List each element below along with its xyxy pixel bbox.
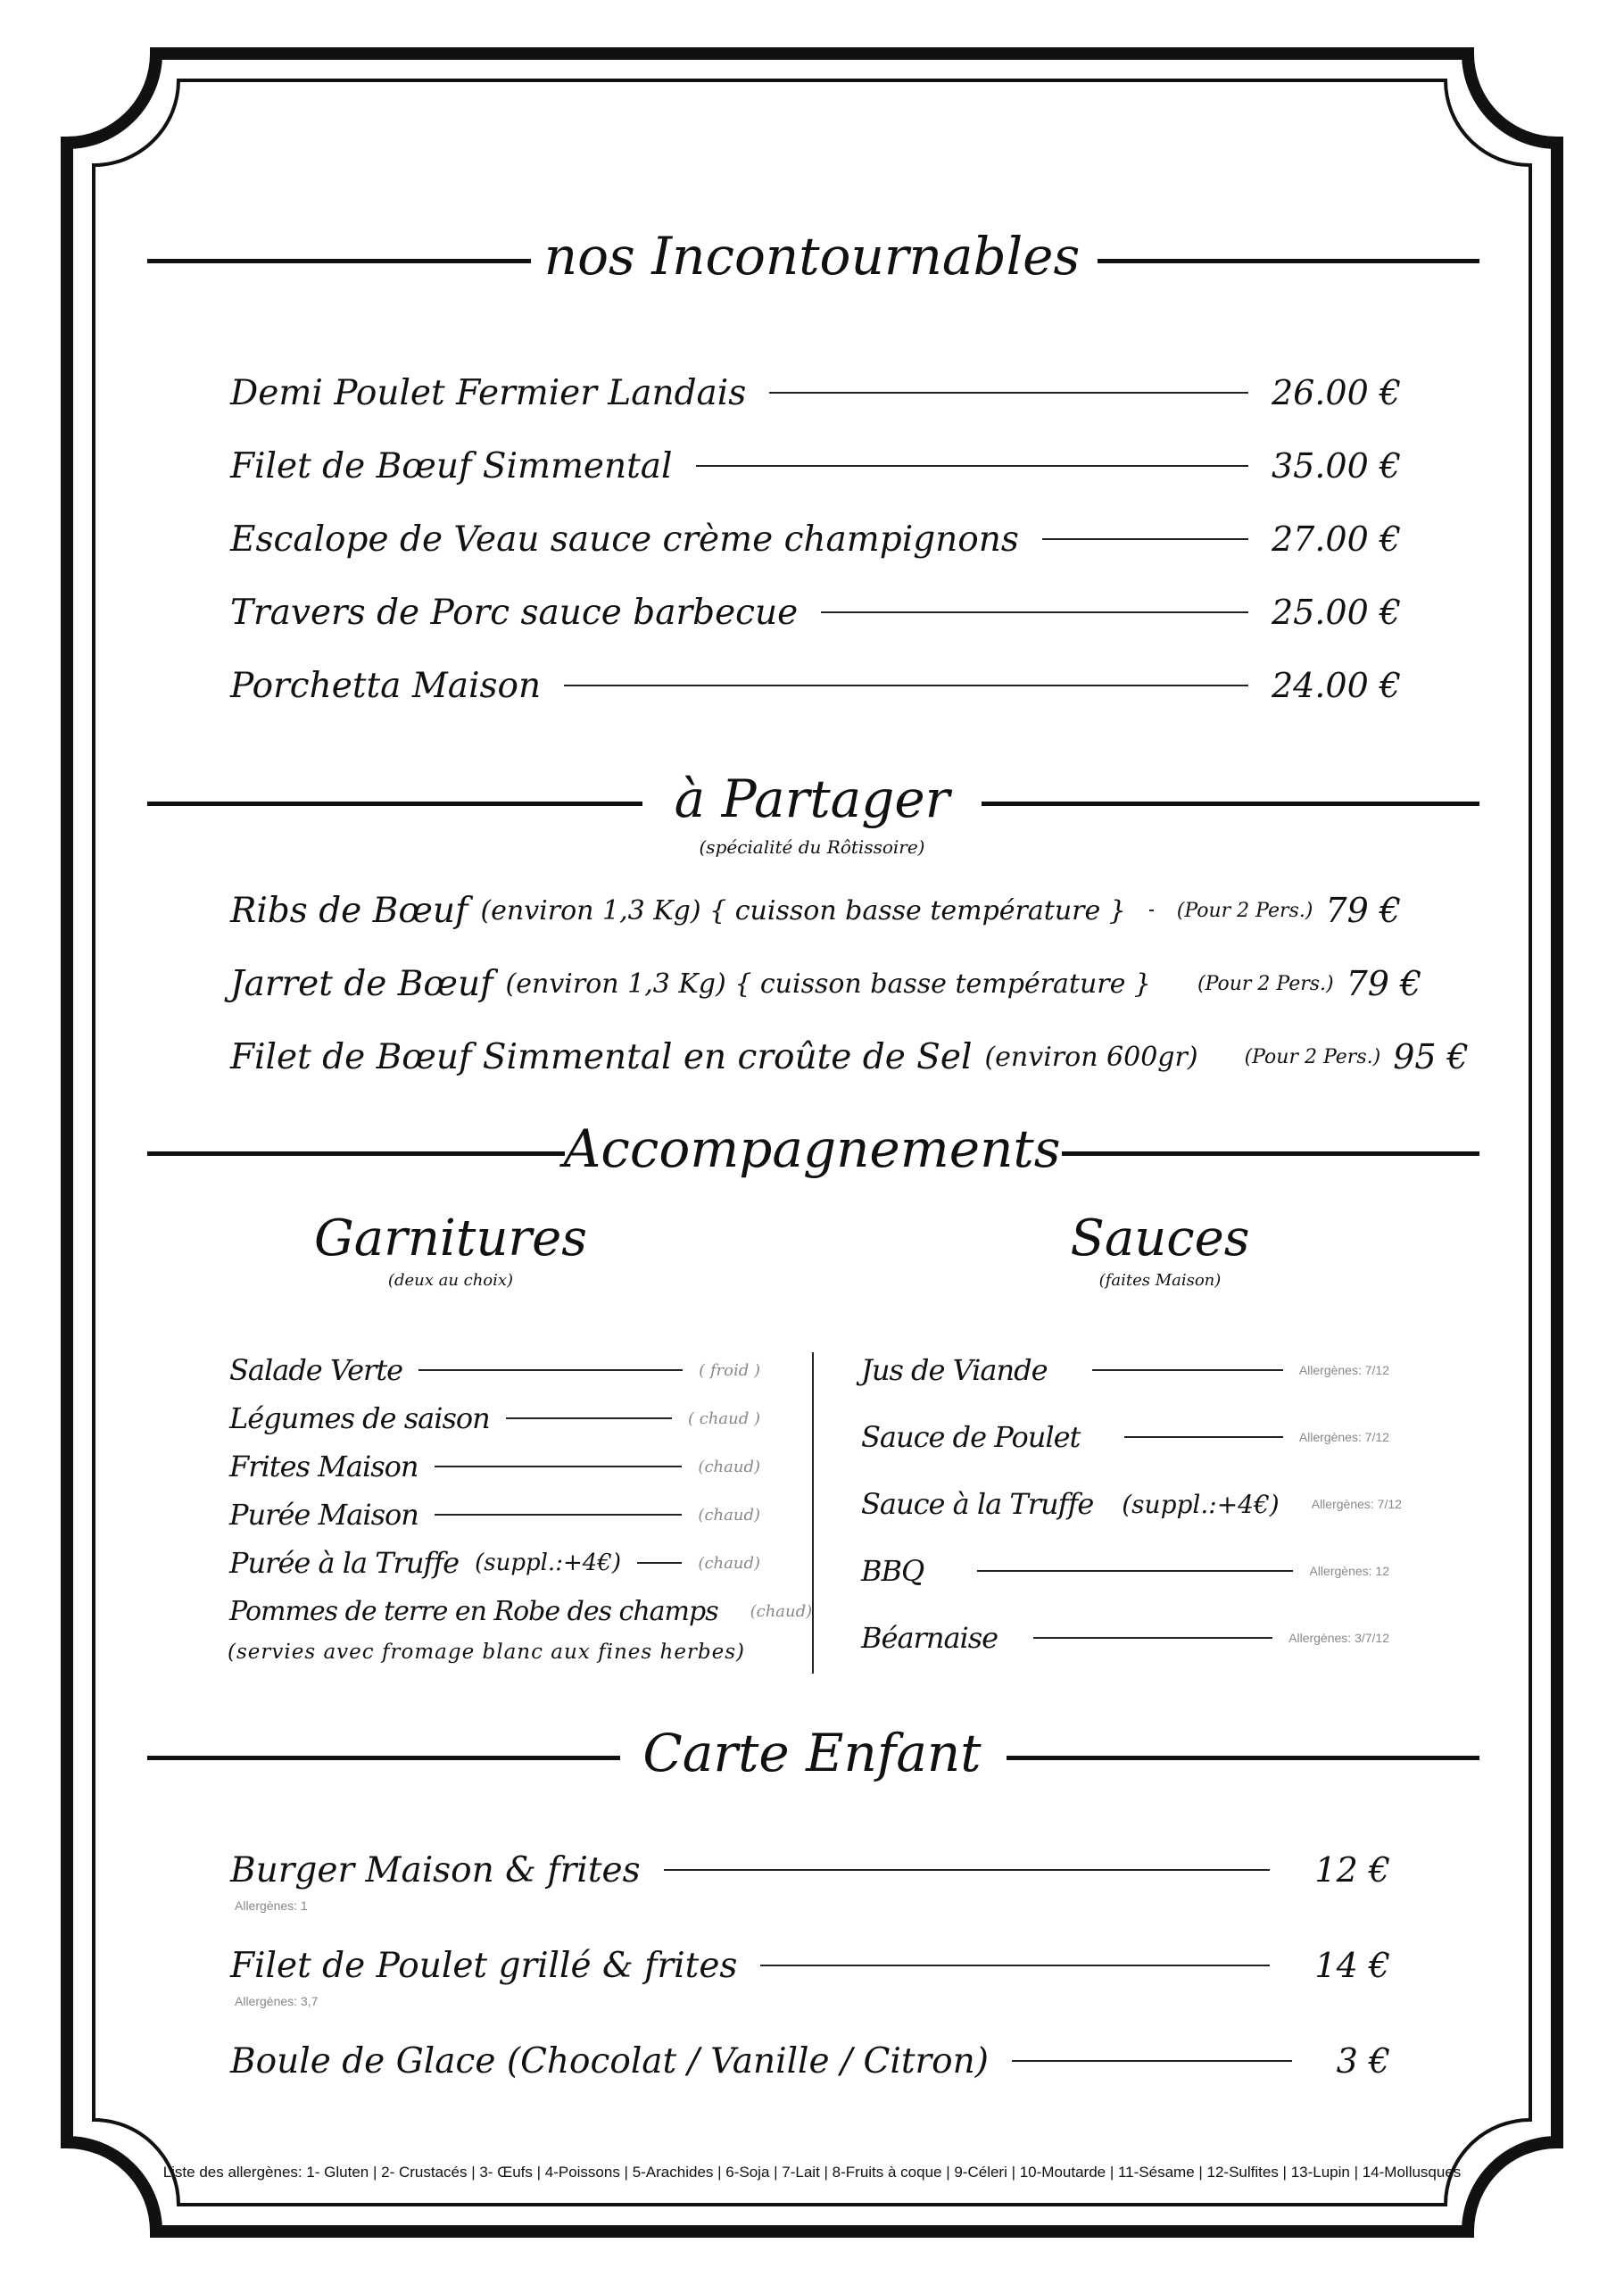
sauce-item — [861, 1348, 1389, 1392]
section-title-incontournables: nos Incontournables — [543, 226, 1081, 287]
allergen-legend: Liste des allergènes: 1- Gluten | 2- Crustacés | 3- Œufs | 4-Poissons | 5-Arachides | 6-Soja | 7-Lait | 8-Fruits à coque | 9-Céleri | 10-Moutarde | 11-Sésame | 12-Sulfites | 13-Lupin | 14-Mollusques — [162, 2164, 1462, 2181]
garniture-name: Légumes de saison — [229, 1401, 490, 1435]
section-title-partager: à Partager — [674, 769, 950, 829]
section-title-accompagnements: Accompagnements — [563, 1118, 1061, 1179]
leader-line — [506, 1417, 672, 1419]
allergen-note: Allergènes: 7/12 — [1298, 1363, 1389, 1377]
dish-note: (environ 1,3 Kg) { cuisson basse température } — [505, 968, 1151, 1000]
dish-name: Travers de Porc sauce barbecue — [230, 592, 799, 633]
leader-line — [1033, 1637, 1272, 1639]
garniture-name: Purée à la Truffe — [229, 1546, 460, 1580]
garniture-name: Purée Maison — [229, 1498, 418, 1532]
leader-line — [696, 465, 1248, 467]
leader-line — [664, 1869, 1271, 1871]
temperature-tag: ( froid ) — [699, 1360, 760, 1380]
dish-name: Boule de Glace (Chocolat / Vanille / Citron) — [230, 2040, 989, 2081]
menu-item — [230, 957, 1422, 1010]
leader-line — [637, 1562, 682, 1564]
dish-price: 79 € — [1346, 964, 1422, 1003]
dish-price: 14 € — [1314, 1946, 1390, 1985]
sauces-subtitle: (faites Maison) — [1098, 1271, 1222, 1290]
section-subtitle-partager: (spécialité du Rôtissoire) — [699, 836, 925, 858]
garniture-item — [229, 1492, 760, 1537]
menu-item — [230, 1939, 1390, 1992]
dish-price: 35.00 € — [1271, 446, 1401, 486]
leader-line — [760, 1965, 1270, 1966]
leader-line — [435, 1466, 683, 1467]
dish-price: 27.00 € — [1271, 519, 1401, 559]
menu-item — [230, 2034, 1390, 2088]
dish-note: (environ 600gr) — [984, 1041, 1198, 1073]
dish-name: Jarret de Bœuf — [230, 963, 493, 1004]
garniture-name: Frites Maison — [229, 1450, 418, 1483]
garnitures-footnote: (servies avec fromage blanc aux fines herbes) — [228, 1641, 746, 1664]
section-title-enfant: Carte Enfant — [642, 1723, 982, 1783]
garnitures-title: Garnitures — [313, 1209, 588, 1267]
temperature-tag: (chaud) — [750, 1601, 813, 1621]
supplement-note: (suppl.:+4€) — [1122, 1489, 1280, 1519]
dish-name: Filet de Bœuf Simmental — [230, 445, 673, 486]
allergen-note: Allergènes: 1 — [235, 1899, 308, 1913]
dish-price: 79 € — [1325, 891, 1401, 930]
menu-item — [230, 884, 1401, 937]
garniture-item — [229, 1541, 760, 1585]
allergen-note: Allergènes: 3,7 — [235, 1994, 319, 2008]
leader-line — [564, 685, 1248, 686]
leader-line — [1012, 2060, 1292, 2062]
temperature-tag: (chaud) — [698, 1457, 760, 1476]
sauce-item — [861, 1482, 1402, 1526]
sauce-name: BBQ — [861, 1554, 924, 1588]
garniture-item — [229, 1348, 760, 1392]
leader-line — [1042, 538, 1248, 540]
menu-item — [230, 512, 1401, 566]
leader-line — [977, 1570, 1293, 1572]
dish-price: 3 € — [1336, 2041, 1390, 2081]
leader-line — [1092, 1369, 1283, 1371]
dish-name: Filet de Poulet grillé & frites — [230, 1945, 738, 1986]
garniture-item — [229, 1396, 760, 1441]
leader-line — [1124, 1436, 1282, 1438]
garniture-name: Pommes de terre en Robe des champs — [229, 1595, 718, 1627]
dish-price: 26.00 € — [1271, 373, 1401, 412]
temperature-tag: (chaud) — [698, 1553, 760, 1573]
leader-line — [821, 611, 1248, 613]
sauce-name: Sauce de Poulet — [861, 1420, 1081, 1454]
menu-item — [230, 1843, 1390, 1897]
allergen-note: Allergènes: 7/12 — [1298, 1430, 1389, 1444]
leader-line — [1149, 910, 1154, 911]
temperature-tag: (chaud) — [698, 1505, 760, 1525]
temperature-tag: ( chaud ) — [687, 1408, 760, 1428]
dish-note: (environ 1,3 Kg) { cuisson basse température } — [480, 894, 1126, 926]
persons-label: (Pour 2 Pers.) — [1244, 1045, 1381, 1068]
menu-item — [230, 586, 1401, 639]
sauce-name: Béarnaise — [861, 1621, 998, 1655]
sauce-name: Sauce à la Truffe — [861, 1487, 1094, 1521]
garniture-name: Salade Verte — [229, 1353, 403, 1387]
menu-item — [230, 439, 1401, 493]
persons-label: (Pour 2 Pers.) — [1197, 972, 1334, 995]
allergen-note: Allergènes: 12 — [1309, 1564, 1389, 1578]
menu-item — [230, 366, 1401, 420]
dish-price: 12 € — [1314, 1850, 1390, 1890]
dish-price: 24.00 € — [1271, 666, 1401, 705]
dish-name: Ribs de Bœuf — [230, 890, 468, 931]
dish-price: 95 € — [1393, 1037, 1469, 1076]
leader-line — [418, 1369, 683, 1371]
garniture-item — [229, 1444, 760, 1489]
dish-name: Demi Poulet Fermier Landais — [230, 372, 747, 413]
menu-item — [230, 659, 1401, 712]
leader-line — [435, 1514, 683, 1516]
menu-item — [230, 1030, 1469, 1084]
sauce-item — [861, 1549, 1389, 1593]
persons-label: (Pour 2 Pers.) — [1176, 899, 1313, 922]
dish-price: 25.00 € — [1271, 593, 1401, 632]
dish-name: Escalope de Veau sauce crème champignons — [230, 519, 1019, 560]
sauce-name: Jus de Viande — [861, 1353, 1048, 1387]
allergen-note: Allergènes: 7/12 — [1311, 1497, 1402, 1511]
column-divider — [812, 1352, 814, 1674]
garniture-item — [229, 1589, 813, 1633]
dish-name: Filet de Bœuf Simmental en croûte de Sel — [230, 1036, 973, 1077]
dish-name: Porchetta Maison — [230, 665, 542, 706]
supplement-note: (suppl.:+4€) — [475, 1550, 621, 1576]
sauce-item — [861, 1415, 1389, 1459]
leader-line — [769, 392, 1248, 394]
sauces-title: Sauces — [1070, 1209, 1250, 1267]
dish-name: Burger Maison & frites — [230, 1849, 641, 1890]
allergen-note: Allergènes: 3/7/12 — [1288, 1631, 1389, 1645]
garnitures-subtitle: (deux au choix) — [387, 1271, 514, 1290]
sauce-item — [861, 1616, 1389, 1660]
